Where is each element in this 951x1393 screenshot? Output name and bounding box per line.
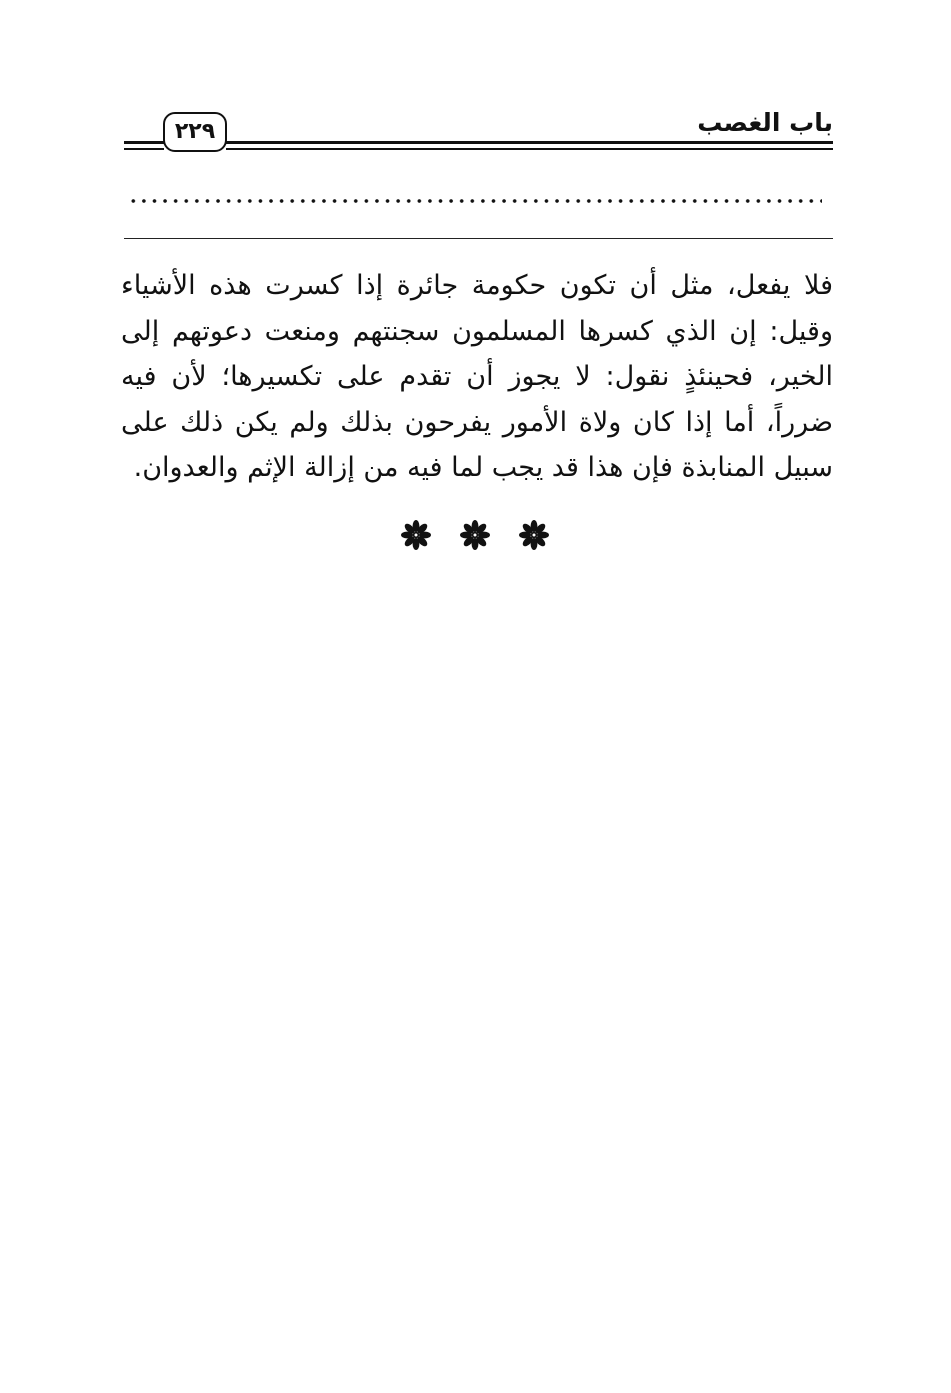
body-line-4: ضرراً، أما إذا كان ولاة الأمور يفرحون بذلك ولم يكن ذلك على bbox=[121, 406, 833, 438]
floral-ornament-icon bbox=[400, 519, 432, 551]
body-line-2: وقيل: إن الذي كسرها المسلمون سجنتهم ومنعت دعوتهم إلى bbox=[121, 315, 833, 347]
page-number: ٢٢٩ bbox=[174, 119, 216, 144]
section-end-ornaments bbox=[400, 515, 550, 555]
body-line-1: فلا يفعل، مثل أن تكون حكومة جائرة إذا كسرت هذه الأشياء bbox=[121, 270, 833, 301]
body-line-5: سبيل المنابذة فإن هذا قد يجب لما فيه من إزالة الإثم والعدوان. bbox=[133, 452, 833, 483]
floral-ornament-icon bbox=[518, 519, 550, 551]
ellipsis-dotted-line bbox=[128, 194, 822, 208]
running-header-title: باب الغصب bbox=[697, 108, 833, 137]
floral-ornament-icon bbox=[459, 519, 491, 551]
page-number-frame bbox=[163, 112, 227, 152]
header-double-rule bbox=[226, 141, 833, 150]
separator-rule bbox=[124, 238, 833, 239]
header-double-rule-left bbox=[124, 141, 164, 150]
body-line-3: الخير، فحينئذٍ نقول: لا يجوز أن تقدم على تكسيرها؛ لأن فيه bbox=[121, 361, 833, 392]
body-paragraph bbox=[121, 263, 833, 491]
